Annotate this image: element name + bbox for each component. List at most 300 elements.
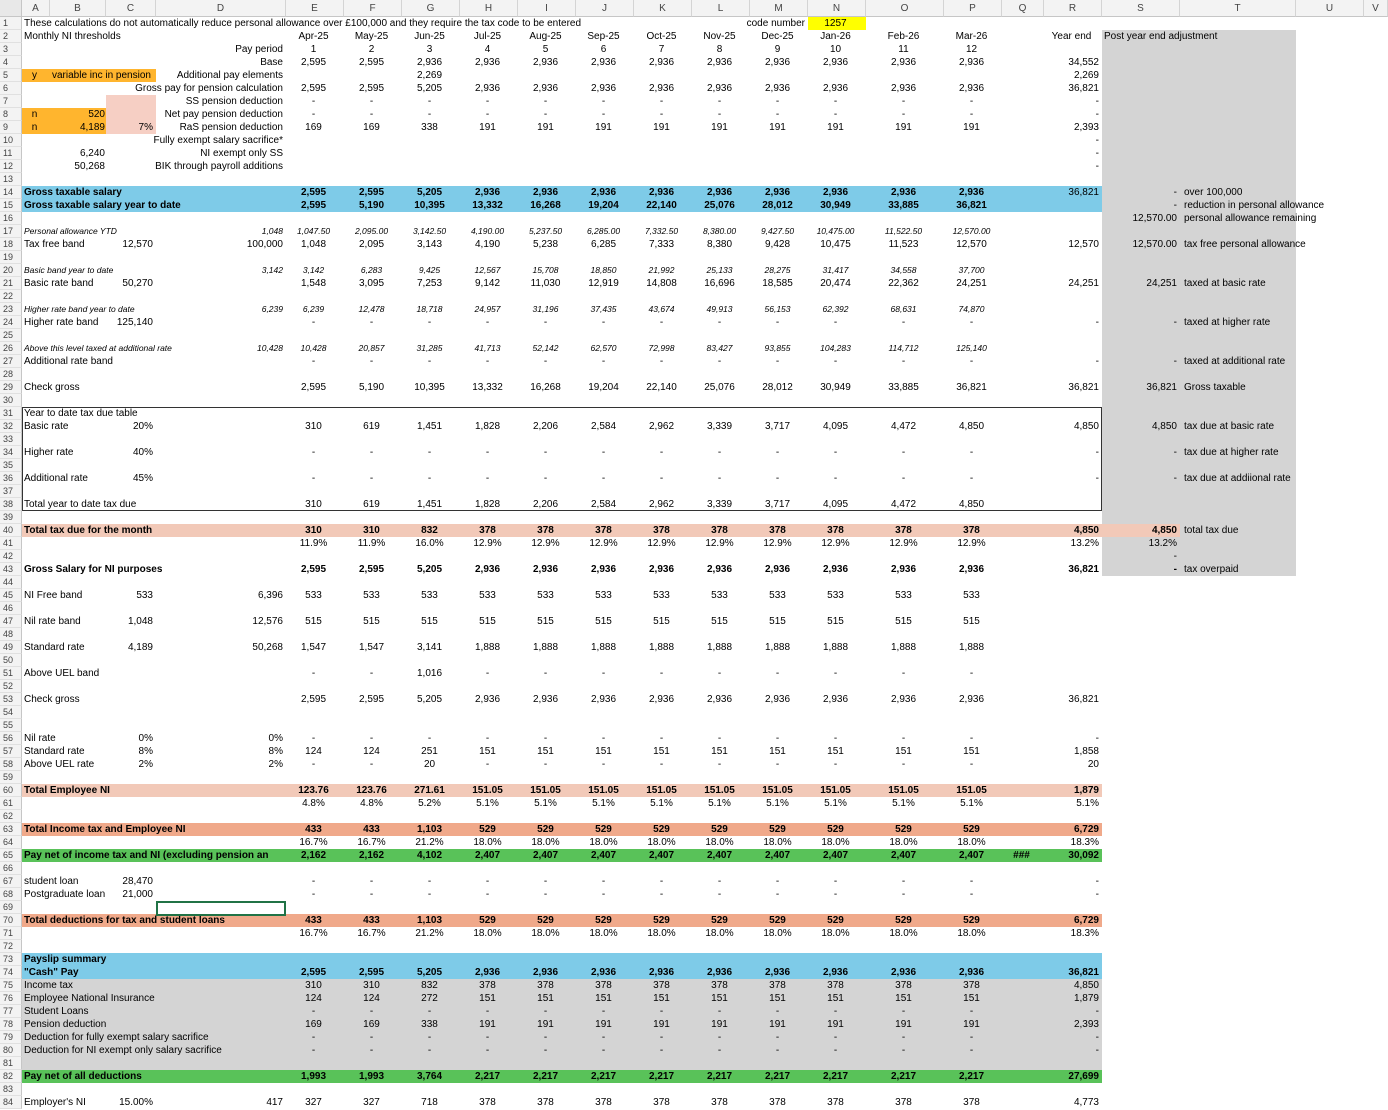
cell-l60[interactable]: 151.05	[704, 785, 735, 796]
cell-a58[interactable]: Above UEL rate	[24, 759, 95, 770]
cell-h7[interactable]: -	[485, 96, 490, 107]
cell-l43[interactable]: 2,936	[706, 564, 733, 575]
cell-g75[interactable]: 832	[421, 980, 438, 991]
cell-o23[interactable]: 68,631	[890, 304, 917, 314]
cell-h68[interactable]: -	[485, 889, 490, 900]
cell-k29[interactable]: 22,140	[646, 382, 677, 393]
cell-c6[interactable]: Gross pay for pension calculation	[135, 83, 283, 94]
cell-j56[interactable]: -	[601, 733, 606, 744]
cell-k36[interactable]: -	[659, 473, 664, 484]
cell-c9[interactable]: 7%	[138, 122, 153, 133]
row-header[interactable]: 47	[0, 615, 22, 628]
cell-k17[interactable]: 7,332.50	[644, 226, 679, 236]
cell-a20[interactable]: Basic band year to date	[24, 265, 114, 275]
cell-r34[interactable]: -	[1095, 447, 1099, 458]
cell-a47[interactable]: Nil rate band	[24, 616, 81, 627]
cell-h76[interactable]: 151	[479, 993, 496, 1004]
cell-r63[interactable]: 6,729	[1073, 824, 1099, 835]
cell-i60[interactable]: 151.05	[530, 785, 561, 796]
cell-e23[interactable]: 6,239	[302, 304, 325, 314]
cell-i49[interactable]: 1,888	[532, 642, 559, 653]
cell-r68[interactable]: -	[1095, 889, 1099, 900]
cell-e43[interactable]: 2,595	[300, 564, 327, 575]
cell-g74[interactable]: 5,205	[416, 967, 443, 978]
cell-k47[interactable]: 515	[653, 616, 670, 627]
row-header[interactable]: 15	[0, 199, 22, 212]
cell-p20[interactable]: 37,700	[958, 265, 985, 275]
cell-e15[interactable]: 2,595	[300, 200, 327, 211]
column-header-p[interactable]: P	[944, 0, 1002, 17]
cell-l65[interactable]: 2,407	[706, 850, 733, 861]
cell-p56[interactable]: -	[969, 733, 974, 744]
cell-h47[interactable]: 515	[479, 616, 496, 627]
column-header-c[interactable]: C	[106, 0, 156, 17]
row-header[interactable]: 22	[0, 290, 22, 303]
cell-g18[interactable]: 3,143	[416, 239, 443, 250]
column-header-l[interactable]: L	[692, 0, 750, 17]
cell-b12[interactable]: 50,268	[74, 161, 105, 172]
cell-k76[interactable]: 151	[653, 993, 670, 1004]
cell-n6[interactable]: 2,936	[822, 83, 849, 94]
cell-e79[interactable]: -	[311, 1032, 316, 1043]
cell-p75[interactable]: 378	[963, 980, 980, 991]
cell-l76[interactable]: 151	[711, 993, 728, 1004]
column-header-f[interactable]: F	[344, 0, 402, 17]
cell-f4[interactable]: 2,595	[358, 57, 385, 68]
cell-l29[interactable]: 25,076	[704, 382, 735, 393]
cell-n45[interactable]: 533	[827, 590, 844, 601]
cell-k84[interactable]: 378	[653, 1097, 670, 1108]
cell-h75[interactable]: 378	[479, 980, 496, 991]
cell-p65[interactable]: 2,407	[958, 850, 985, 861]
cell-j15[interactable]: 19,204	[588, 200, 619, 211]
cell-e51[interactable]: -	[311, 668, 316, 679]
cell-f20[interactable]: 6,283	[360, 265, 383, 275]
cell-n76[interactable]: 151	[827, 993, 844, 1004]
cell-r10[interactable]: -	[1095, 135, 1099, 146]
column-header-g[interactable]: G	[402, 0, 460, 17]
cell-n18[interactable]: 10,475	[820, 239, 851, 250]
cell-a82[interactable]: Pay net of all deductions	[24, 1071, 142, 1082]
cell-n26[interactable]: 104,283	[820, 343, 851, 353]
cell-h74[interactable]: 2,936	[474, 967, 501, 978]
cell-r77[interactable]: -	[1095, 1006, 1099, 1017]
cell-g77[interactable]: -	[427, 1006, 432, 1017]
row-header[interactable]: 6	[0, 82, 22, 95]
cell-l6[interactable]: 2,936	[706, 83, 733, 94]
row-header[interactable]: 29	[0, 381, 22, 394]
cell-o67[interactable]: -	[901, 876, 906, 887]
cell-m70[interactable]: 529	[769, 915, 786, 926]
cell-a29[interactable]: Check gross	[24, 382, 80, 393]
cell-h61[interactable]: 5.1%	[476, 798, 499, 809]
cell-m84[interactable]: 378	[769, 1097, 786, 1108]
cell-s18[interactable]: 12,570.00	[1132, 239, 1177, 250]
cell-h65[interactable]: 2,407	[474, 850, 501, 861]
cell-f26[interactable]: 20,857	[358, 343, 385, 353]
cell-o34[interactable]: -	[901, 447, 906, 458]
cell-i23[interactable]: 31,196	[532, 304, 559, 314]
cell-s40[interactable]: 4,850	[1151, 525, 1177, 536]
cell-h36[interactable]: -	[485, 473, 490, 484]
cell-n51[interactable]: -	[833, 668, 838, 679]
cell-l82[interactable]: 2,217	[706, 1071, 733, 1082]
cell-f78[interactable]: 169	[363, 1019, 380, 1030]
cell-d49[interactable]: 50,268	[252, 642, 283, 653]
column-header-v[interactable]: V	[1364, 0, 1388, 17]
cell-j24[interactable]: -	[601, 317, 606, 328]
cell-m77[interactable]: -	[775, 1006, 780, 1017]
cell-e40[interactable]: 310	[305, 525, 322, 536]
cell-f3[interactable]: 2	[368, 44, 375, 55]
row-header[interactable]: 76	[0, 992, 22, 1005]
cell-l70[interactable]: 529	[711, 915, 728, 926]
cell-h27[interactable]: -	[485, 356, 490, 367]
cell-f18[interactable]: 2,095	[358, 239, 385, 250]
cell-f63[interactable]: 433	[363, 824, 380, 835]
cell-r70[interactable]: 6,729	[1073, 915, 1099, 926]
cell-a5[interactable]: y	[32, 70, 37, 81]
row-header[interactable]: 35	[0, 459, 22, 472]
cell-j64[interactable]: 18.0%	[589, 837, 618, 848]
row-header[interactable]: 51	[0, 667, 22, 680]
cell-r79[interactable]: -	[1095, 1032, 1099, 1043]
cell-o60[interactable]: 151.05	[888, 785, 919, 796]
row-header[interactable]: 34	[0, 446, 22, 459]
cell-p61[interactable]: 5.1%	[960, 798, 983, 809]
cell-a21[interactable]: Basic rate band	[24, 278, 94, 289]
cell-g56[interactable]: -	[427, 733, 432, 744]
cell-m45[interactable]: 533	[769, 590, 786, 601]
cell-a76[interactable]: Employee National Insurance	[24, 993, 155, 1004]
cell-f75[interactable]: 310	[363, 980, 380, 991]
cell-k4[interactable]: 2,936	[648, 57, 675, 68]
cell-m47[interactable]: 515	[769, 616, 786, 627]
cell-l45[interactable]: 533	[711, 590, 728, 601]
cell-k14[interactable]: 2,936	[648, 187, 675, 198]
cell-l78[interactable]: 191	[711, 1019, 728, 1030]
cell-e71[interactable]: 16.7%	[299, 928, 328, 939]
cell-r12[interactable]: -	[1095, 161, 1099, 172]
cell-k41[interactable]: 12.9%	[647, 538, 676, 549]
cell-i61[interactable]: 5.1%	[534, 798, 557, 809]
cell-k64[interactable]: 18.0%	[647, 837, 676, 848]
cell-f2[interactable]: May-25	[354, 31, 389, 42]
cell-i24[interactable]: -	[543, 317, 548, 328]
cell-n63[interactable]: 529	[827, 824, 844, 835]
cell-f58[interactable]: -	[369, 759, 374, 770]
cell-h56[interactable]: -	[485, 733, 490, 744]
cell-p77[interactable]: -	[969, 1006, 974, 1017]
column-header-q[interactable]: Q	[1002, 0, 1044, 17]
cell-s21[interactable]: 24,251	[1146, 278, 1177, 289]
cell-k58[interactable]: -	[659, 759, 664, 770]
cell-a43[interactable]: Gross Salary for NI purposes	[24, 564, 163, 575]
row-header[interactable]: 77	[0, 1005, 22, 1018]
cell-g67[interactable]: -	[427, 876, 432, 887]
cell-h70[interactable]: 529	[479, 915, 496, 926]
cell-l41[interactable]: 12.9%	[705, 538, 734, 549]
cell-l38[interactable]: 3,339	[706, 499, 733, 510]
cell-e64[interactable]: 16.7%	[299, 837, 328, 848]
cell-i2[interactable]: Aug-25	[529, 31, 562, 42]
cell-j71[interactable]: 18.0%	[589, 928, 618, 939]
cell-h45[interactable]: 533	[479, 590, 496, 601]
cell-g20[interactable]: 9,425	[418, 265, 441, 275]
cell-o64[interactable]: 18.0%	[889, 837, 918, 848]
cell-k20[interactable]: 21,992	[648, 265, 675, 275]
cell-e20[interactable]: 3,142	[302, 265, 325, 275]
cell-i82[interactable]: 2,217	[532, 1071, 559, 1082]
cell-k80[interactable]: -	[659, 1045, 664, 1056]
cell-p3[interactable]: 12	[965, 44, 978, 55]
cell-k8[interactable]: -	[659, 109, 664, 120]
cell-l17[interactable]: 8,380.00	[702, 226, 737, 236]
cell-l67[interactable]: -	[717, 876, 722, 887]
cell-k45[interactable]: 533	[653, 590, 670, 601]
cell-c18[interactable]: 12,570	[122, 239, 153, 250]
row-header[interactable]: 5	[0, 69, 22, 82]
cell-h67[interactable]: -	[485, 876, 490, 887]
row-header[interactable]: 66	[0, 862, 22, 875]
cell-p6[interactable]: 2,936	[958, 83, 985, 94]
row-header[interactable]: 45	[0, 589, 22, 602]
cell-n23[interactable]: 62,392	[822, 304, 849, 314]
cell-o63[interactable]: 529	[895, 824, 912, 835]
cell-n41[interactable]: 12.9%	[821, 538, 850, 549]
cell-o14[interactable]: 2,936	[890, 187, 917, 198]
cell-f43[interactable]: 2,595	[358, 564, 385, 575]
cell-p41[interactable]: 12.9%	[957, 538, 986, 549]
cell-k77[interactable]: -	[659, 1006, 664, 1017]
cell-r18[interactable]: 12,570	[1068, 239, 1099, 250]
cell-o53[interactable]: 2,936	[890, 694, 917, 705]
cell-m79[interactable]: -	[775, 1032, 780, 1043]
row-header[interactable]: 74	[0, 966, 22, 979]
cell-f60[interactable]: 123.76	[356, 785, 387, 796]
cell-t36[interactable]: tax due at addiional rate	[1184, 473, 1291, 484]
cell-i45[interactable]: 533	[537, 590, 554, 601]
cell-l57[interactable]: 151	[711, 746, 728, 757]
cell-g76[interactable]: 272	[421, 993, 438, 1004]
cell-j79[interactable]: -	[601, 1032, 606, 1043]
cell-m63[interactable]: 529	[769, 824, 786, 835]
cell-h15[interactable]: 13,332	[472, 200, 503, 211]
cell-a78[interactable]: Pension deduction	[24, 1019, 107, 1030]
cell-j41[interactable]: 12.9%	[589, 538, 618, 549]
cell-l23[interactable]: 49,913	[706, 304, 733, 314]
cell-h9[interactable]: 191	[479, 122, 496, 133]
cell-n64[interactable]: 18.0%	[821, 837, 850, 848]
cell-n74[interactable]: 2,936	[822, 967, 849, 978]
cell-a38[interactable]: Total year to date tax due	[24, 499, 137, 510]
cell-n2[interactable]: Jan-26	[820, 31, 851, 42]
cell-i75[interactable]: 378	[537, 980, 554, 991]
cell-n21[interactable]: 20,474	[820, 278, 851, 289]
row-header[interactable]: 70	[0, 914, 22, 927]
cell-o45[interactable]: 533	[895, 590, 912, 601]
cell-a8[interactable]: n	[31, 109, 38, 120]
cell-m53[interactable]: 2,936	[764, 694, 791, 705]
cell-i14[interactable]: 2,936	[532, 187, 559, 198]
cell-c84[interactable]: 15.00%	[119, 1097, 153, 1108]
cell-l49[interactable]: 1,888	[706, 642, 733, 653]
cell-m58[interactable]: -	[775, 759, 780, 770]
cell-i58[interactable]: -	[543, 759, 548, 770]
cell-p36[interactable]: -	[969, 473, 974, 484]
cell-k49[interactable]: 1,888	[648, 642, 675, 653]
cell-h21[interactable]: 9,142	[474, 278, 501, 289]
cell-f67[interactable]: -	[369, 876, 374, 887]
cell-n32[interactable]: 4,095	[822, 421, 849, 432]
row-header[interactable]: 46	[0, 602, 22, 615]
cell-e75[interactable]: 310	[305, 980, 322, 991]
row-header[interactable]: 58	[0, 758, 22, 771]
cell-p60[interactable]: 151.05	[956, 785, 987, 796]
cell-e8[interactable]: -	[311, 109, 316, 120]
cell-p79[interactable]: -	[969, 1032, 974, 1043]
row-header[interactable]: 37	[0, 485, 22, 498]
cell-i18[interactable]: 5,238	[532, 239, 559, 250]
cell-m15[interactable]: 28,012	[762, 200, 793, 211]
column-header-h[interactable]: H	[460, 0, 518, 17]
cell-l40[interactable]: 378	[711, 525, 728, 536]
cell-m56[interactable]: -	[775, 733, 780, 744]
cell-k21[interactable]: 14,808	[646, 278, 677, 289]
cell-g84[interactable]: 718	[421, 1097, 438, 1108]
row-header[interactable]: 4	[0, 56, 22, 69]
cell-k51[interactable]: -	[659, 668, 664, 679]
cell-g23[interactable]: 18,718	[416, 304, 443, 314]
cell-i38[interactable]: 2,206	[532, 499, 559, 510]
cell-e67[interactable]: -	[311, 876, 316, 887]
cell-c34[interactable]: 40%	[132, 447, 153, 458]
cell-l47[interactable]: 515	[711, 616, 728, 627]
cell-l21[interactable]: 16,696	[704, 278, 735, 289]
cell-j23[interactable]: 37,435	[590, 304, 617, 314]
cell-l26[interactable]: 83,427	[706, 343, 733, 353]
column-header-e[interactable]: E	[286, 0, 344, 17]
cell-f79[interactable]: -	[369, 1032, 374, 1043]
cell-t34[interactable]: tax due at higher rate	[1184, 447, 1279, 458]
row-header[interactable]: 81	[0, 1057, 22, 1070]
cell-h14[interactable]: 2,936	[474, 187, 501, 198]
cell-o41[interactable]: 12.9%	[889, 538, 918, 549]
cell-h57[interactable]: 151	[479, 746, 496, 757]
cell-k68[interactable]: -	[659, 889, 664, 900]
cell-r56[interactable]: -	[1095, 733, 1099, 744]
column-header-a[interactable]: A	[22, 0, 50, 17]
cell-h78[interactable]: 191	[479, 1019, 496, 1030]
row-header[interactable]: 13	[0, 173, 22, 186]
cell-f14[interactable]: 2,595	[358, 187, 385, 198]
cell-a80[interactable]: Deduction for NI exempt only salary sacrifice	[24, 1045, 222, 1056]
cell-o77[interactable]: -	[901, 1006, 906, 1017]
cell-l77[interactable]: -	[717, 1006, 722, 1017]
cell-s2[interactable]: Post year end adjustment	[1104, 31, 1218, 42]
cell-e76[interactable]: 124	[305, 993, 322, 1004]
cell-k24[interactable]: -	[659, 317, 664, 328]
cell-p51[interactable]: -	[969, 668, 974, 679]
cell-k65[interactable]: 2,407	[648, 850, 675, 861]
cell-p14[interactable]: 2,936	[958, 187, 985, 198]
cell-k57[interactable]: 151	[653, 746, 670, 757]
cell-n67[interactable]: -	[833, 876, 838, 887]
cell-i74[interactable]: 2,936	[532, 967, 559, 978]
row-header[interactable]: 63	[0, 823, 22, 836]
cell-n38[interactable]: 4,095	[822, 499, 849, 510]
cell-e29[interactable]: 2,595	[300, 382, 327, 393]
cell-r75[interactable]: 4,850	[1073, 980, 1099, 991]
cell-e58[interactable]: -	[311, 759, 316, 770]
cell-e7[interactable]: -	[311, 96, 316, 107]
row-header[interactable]: 79	[0, 1031, 22, 1044]
cell-o75[interactable]: 378	[895, 980, 912, 991]
row-header[interactable]: 65	[0, 849, 22, 862]
cell-f47[interactable]: 515	[363, 616, 380, 627]
select-all-corner[interactable]	[0, 0, 22, 17]
cell-m20[interactable]: 28,275	[764, 265, 791, 275]
cell-p43[interactable]: 2,936	[958, 564, 985, 575]
cell-i15[interactable]: 16,268	[530, 200, 561, 211]
cell-i6[interactable]: 2,936	[532, 83, 559, 94]
cell-g61[interactable]: 5.2%	[418, 798, 441, 809]
cell-f71[interactable]: 16.7%	[357, 928, 386, 939]
cell-m74[interactable]: 2,936	[764, 967, 791, 978]
cell-r24[interactable]: -	[1095, 317, 1099, 328]
cell-l1[interactable]: code number	[746, 18, 805, 29]
cell-n47[interactable]: 515	[827, 616, 844, 627]
cell-g17[interactable]: 3,142.50	[412, 226, 447, 236]
cell-l53[interactable]: 2,936	[706, 694, 733, 705]
cell-e53[interactable]: 2,595	[300, 694, 327, 705]
cell-h82[interactable]: 2,217	[474, 1071, 501, 1082]
cell-g7[interactable]: -	[427, 96, 432, 107]
cell-p17[interactable]: 12,570.00	[952, 226, 991, 236]
row-header[interactable]: 80	[0, 1044, 22, 1057]
cell-n84[interactable]: 378	[827, 1097, 844, 1108]
cell-r64[interactable]: 18.3%	[1070, 837, 1099, 848]
cell-c3[interactable]: Pay period	[235, 44, 283, 55]
cell-g24[interactable]: -	[427, 317, 432, 328]
cell-f36[interactable]: -	[369, 473, 374, 484]
cell-n36[interactable]: -	[833, 473, 838, 484]
cell-f6[interactable]: 2,595	[358, 83, 385, 94]
cell-l36[interactable]: -	[717, 473, 722, 484]
cell-h49[interactable]: 1,888	[474, 642, 501, 653]
column-header-u[interactable]: U	[1296, 0, 1364, 17]
cell-m23[interactable]: 56,153	[764, 304, 791, 314]
cell-o71[interactable]: 18.0%	[889, 928, 918, 939]
cell-a63[interactable]: Total Income tax and Employee NI	[24, 824, 186, 835]
cell-l79[interactable]: -	[717, 1032, 722, 1043]
cell-l14[interactable]: 2,936	[706, 187, 733, 198]
cell-l84[interactable]: 378	[711, 1097, 728, 1108]
cell-g60[interactable]: 271.61	[414, 785, 445, 796]
cell-j74[interactable]: 2,936	[590, 967, 617, 978]
cell-a2[interactable]: Monthly NI thresholds	[24, 31, 121, 42]
cell-d56[interactable]: 0%	[268, 733, 283, 744]
cell-c56[interactable]: 0%	[138, 733, 153, 744]
cell-r82[interactable]: 27,699	[1068, 1071, 1099, 1082]
cell-a73[interactable]: Payslip summary	[24, 954, 107, 965]
cell-p76[interactable]: 151	[963, 993, 980, 1004]
cell-n71[interactable]: 18.0%	[821, 928, 850, 939]
cell-l15[interactable]: 25,076	[704, 200, 735, 211]
cell-h71[interactable]: 18.0%	[473, 928, 502, 939]
cell-r27[interactable]: -	[1095, 356, 1099, 367]
cell-e80[interactable]: -	[311, 1045, 316, 1056]
